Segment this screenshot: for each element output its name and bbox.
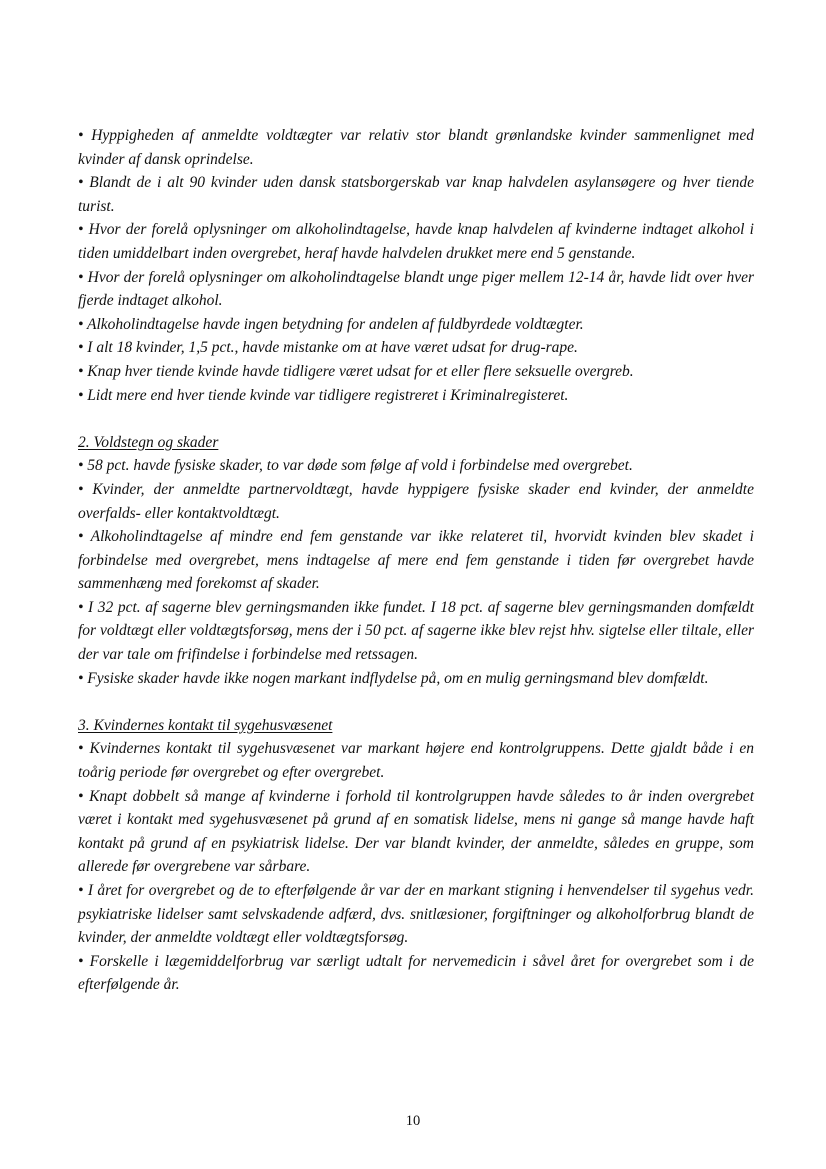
document-page bbox=[78, 124, 754, 997]
bullet-item: • Forskelle i lægemiddelforbrug var særligt udtalt for nervemedicin i såvel året for overgrebet som i de efterfølgende år. bbox=[78, 952, 754, 994]
bullet-item: • I året for overgrebet og de to efterfølgende år var der en markant stigning i henvendelser til sygehus vedr. psykiatriske lidelser samt selvskadende adfærd, dvs. snitlæsioner, forgiftninger og alkoholforbrug blandt de kvinder, der anmeldte voldtægt eller voldtægtsforsøg. bbox=[78, 882, 754, 947]
section-heading: 3. Kvindernes kontakt til sygehusvæsenet bbox=[78, 716, 333, 734]
bullet-item: • Blandt de i alt 90 kvinder uden dansk statsborgerskab var knap halvdelen asylansøgere og hver tiende turist. bbox=[78, 174, 754, 215]
bullet-item: • Alkoholindtagelse havde ingen betydning for andelen af fuldbyrdede voldtægter. bbox=[78, 315, 584, 333]
bullet-item: • Hyppigheden af anmeldte voldtægter var relativ stor blandt grønlandske kvinder sammenlignet med kvinder af dansk oprindelse. bbox=[78, 127, 754, 168]
bullet-item: • Knapt dobbelt så mange af kvinderne i forhold til kontrolgruppen havde således to år inden overgrebet været i kontakt med sygehusvæsenet på grund af en somatisk lidelse, mens ni gange så mange havde haft kontakt på grund af en psykiatrisk lidelse. Der var blandt kvinder, der anmeldte, således en gruppe, som allerede før overgrebene var sårbare. bbox=[78, 787, 754, 876]
intro-bullet-list bbox=[78, 124, 754, 407]
section-kvindernes-kontakt bbox=[78, 714, 754, 997]
page-number: 10 bbox=[405, 1113, 421, 1129]
bullet-item: • Kvindernes kontakt til sygehusvæsenet var markant højere end kontrolgruppens. Dette gjaldt både i en toårig periode før overgrebet og efter overgrebet. bbox=[78, 740, 754, 782]
section-voldstegn-og-skader bbox=[78, 431, 754, 691]
bullet-item: • Hvor der forelå oplysninger om alkoholindtagelse, havde knap halvdelen af kvinderne indtaget alkohol i tiden umiddelbart inden overgrebet, heraf havde halvdelen drukket mere end 5 genstande. bbox=[78, 221, 754, 262]
bullet-item: • Knap hver tiende kvinde havde tidligere været udsat for et eller flere seksuelle overgreb. bbox=[78, 362, 634, 380]
bullet-item: • Fysiske skader havde ikke nogen markant indflydelse på, om en mulig gerningsmand blev domfældt. bbox=[78, 669, 709, 687]
section-heading: 2. Voldstegn og skader bbox=[78, 433, 219, 451]
bullet-item: • 58 pct. havde fysiske skader, to var døde som følge af vold i forbindelse med overgrebet. bbox=[78, 457, 633, 475]
bullet-item: • Hvor der forelå oplysninger om alkoholindtagelse blandt unge piger mellem 12-14 år, havde lidt over hver fjerde indtaget alkohol. bbox=[78, 268, 754, 310]
bullet-item: • Kvinder, der anmeldte partnervoldtægt, havde hyppigere fysiske skader end kvinder, der anmeldte overfalds- eller kontaktvoldtægt. bbox=[78, 480, 754, 522]
bullet-item: • Alkoholindtagelse af mindre end fem genstande var ikke relateret til, hvorvidt kvinden blev skadet i forbindelse med overgrebet, mens indtagelse af mere end fem genstande i tiden før overgrebet havde sammenhæng med forekomst af skader. bbox=[78, 528, 754, 593]
bullet-item: • I 32 pct. af sagerne blev gerningsmanden ikke fundet. I 18 pct. af sagerne blev gerningsmanden domfældt for voldtægt eller voldtægtsforsøg, mens der i 50 pct. af sagerne ikke blev rejst hhv. sigtelse eller tiltale, eller der var tale om frifindelse i forbindelse med retssagen. bbox=[78, 598, 754, 664]
bullet-item: • Lidt mere end hver tiende kvinde var tidligere registreret i Kriminalregisteret. bbox=[78, 386, 569, 404]
bullet-item: • I alt 18 kvinder, 1,5 pct., havde mistanke om at have været udsat for drug-rape. bbox=[78, 339, 578, 357]
